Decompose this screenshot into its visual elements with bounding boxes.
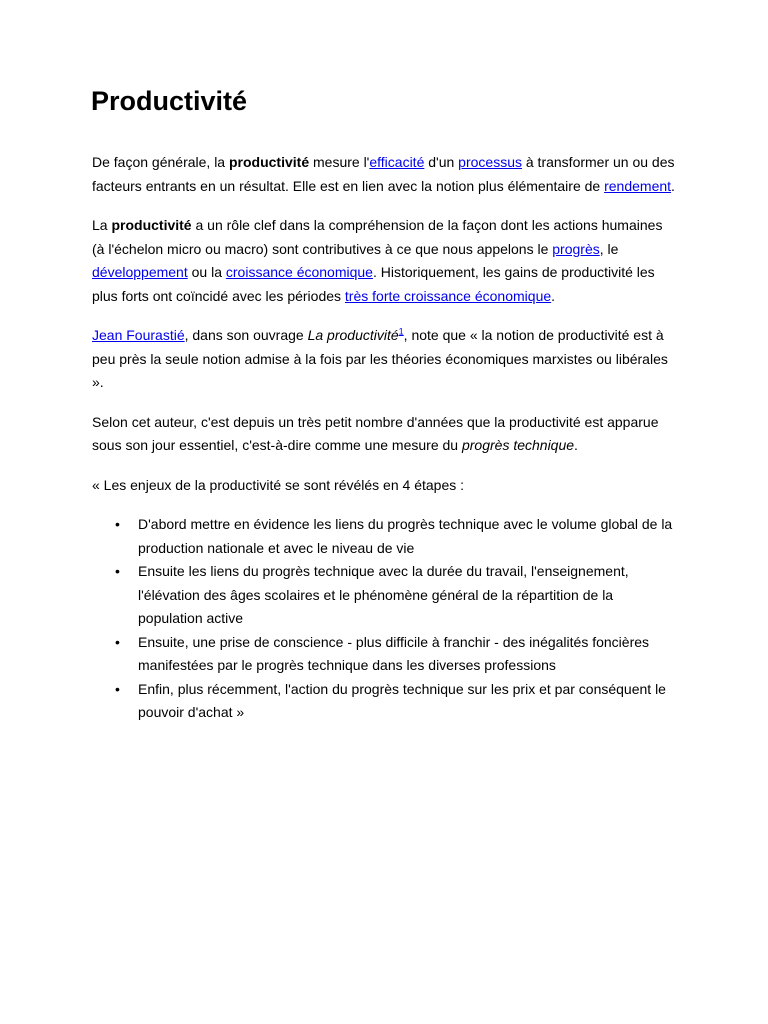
text: . [574, 437, 578, 453]
list-item [115, 513, 676, 560]
text: mesure l' [309, 154, 370, 170]
link-efficacite[interactable]: efficacité [369, 154, 425, 170]
bullet-icon: • [115, 633, 120, 650]
text: De façon générale, la [92, 154, 229, 170]
book-title: La productivité [307, 327, 399, 343]
list-item-text: Enfin, plus récemment, l'action du progrès technique sur les prix et par conséquent le pouvoir d'achat » [138, 680, 666, 720]
bold-term: productivité [111, 217, 192, 233]
bullet-icon: • [115, 516, 120, 532]
list-item [115, 631, 676, 678]
text: . [551, 287, 556, 304]
text: a un rôle clef dans la compréhension de la façon dont les actions humaines (à l'échelon micro ou macro) sont contributives à ce que nous appelons le [92, 217, 663, 257]
stages-intro: « Les enjeux de la productivité se sont révélés en 4 étapes : [92, 476, 465, 493]
text: . [671, 177, 675, 194]
text: , note que « la notion de productivité est à peu près la seule notion admise à la fois par les théories économiques marxistes ou libérales ». [92, 327, 668, 390]
role-paragraph [92, 214, 676, 308]
fourastie-paragraph [92, 324, 676, 395]
link-progres[interactable]: progrès [552, 240, 600, 257]
list-item-text: Ensuite, une prise de conscience - plus difficile à franchir - des inégalités foncières manifestées par le progrès technique dans les diverses professions [138, 633, 650, 673]
link-developpement[interactable]: développement [92, 264, 188, 280]
text: . Historiquement, les gains de productivité les plus forts ont coïncidé avec les périodes [92, 264, 655, 304]
link-processus[interactable]: processus [458, 154, 522, 170]
stages-list [92, 513, 676, 725]
footnote-ref[interactable]: 1 [398, 326, 404, 337]
page-title: Productivité [91, 86, 248, 116]
bullet-icon: • [115, 563, 120, 579]
list-item [115, 560, 676, 631]
link-tres-forte-croissance[interactable]: très forte croissance économique [344, 287, 552, 304]
text: , le [599, 240, 619, 257]
author-paragraph [92, 411, 676, 458]
intro-paragraph [92, 151, 676, 198]
text: d'un [424, 154, 459, 170]
text: à transformer un ou des facteurs entrants en un résultat. Elle est en lien avec la notion plus élémentaire de [92, 154, 675, 194]
link-jean-fourastie[interactable]: Jean Fourastié [92, 327, 185, 343]
italic-term: progrès technique [461, 437, 575, 453]
list-item-text: Ensuite les liens du progrès technique avec la durée du travail, l'enseignement, l'élévation des âges scolaires et le phénomène général de la répartition de la population active [138, 563, 629, 626]
text: , dans son ouvrage [184, 327, 308, 343]
text: Selon cet auteur, c'est depuis un très petit nombre d'années que la productivité est apparue sous son jour essentiel, c'est-à-dire comme une mesure du [92, 413, 659, 453]
link-croissance-economique[interactable]: croissance économique [225, 264, 373, 280]
text: La [92, 217, 112, 233]
text: ou la [187, 264, 226, 280]
list-item [115, 678, 676, 725]
bold-term: productivité [228, 154, 310, 170]
link-rendement[interactable]: rendement [604, 177, 672, 194]
bullet-icon: • [115, 680, 120, 697]
list-item-text: D'abord mettre en évidence les liens du progrès technique avec le volume global de la production nationale et avec le niveau de vie [138, 516, 673, 556]
